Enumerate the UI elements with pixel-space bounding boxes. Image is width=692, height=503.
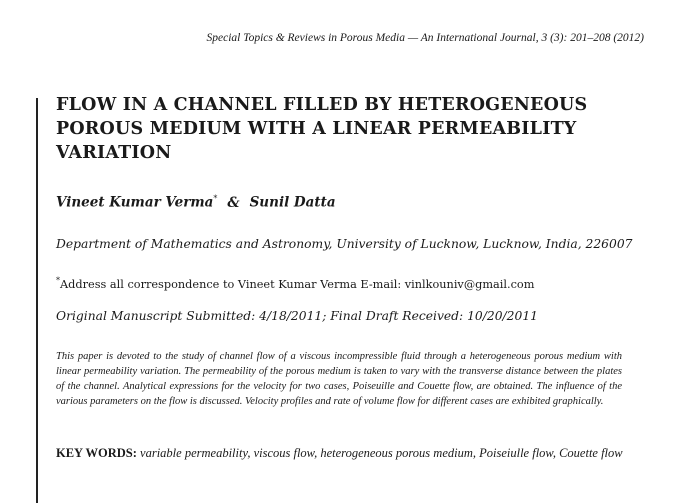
correspondence-mark: * bbox=[213, 194, 218, 203]
author-name: Sunil Datta bbox=[249, 194, 336, 211]
keywords-text: variable permeability, viscous flow, heterogeneous porous medium, Poiseiulle flow, Couette flow bbox=[140, 446, 623, 460]
author-name: Vineet Kumar Verma bbox=[56, 194, 214, 211]
paper-title: FLOW IN A CHANNEL FILLED BY HETEROGENEOUS POROUS MEDIUM WITH A LINEAR PERMEABILITY VARIATION bbox=[56, 95, 588, 163]
abstract: This paper is devoted to the study of channel flow of a viscous incompressible fluid through a heterogeneous porous medium with linear permeability variation. The permeability of the porous medium is taken to vary with the transverse distance between the plates of the channel. Analytical expressions for the velocity for two cases, Poiseuille and Couette flow, are obtained. The influence of the various parameters on the flow is discussed. Velocity profiles and rate of volume flow for different cases are exhibited graphically. bbox=[56, 351, 622, 407]
author-line bbox=[56, 194, 336, 211]
journal-citation: Special Topics & Reviews in Porous Media — An International Journal, 3 (3): 201–208 (2012) bbox=[206, 32, 644, 44]
correspondence-text: Address all correspondence to Vineet Kumar Verma E-mail: vinlkouniv@gmail.com bbox=[60, 277, 535, 291]
affiliation: Department of Mathematics and Astronomy, University of Lucknow, Lucknow, India, 226007 bbox=[56, 237, 633, 251]
keywords-label: KEY WORDS: bbox=[56, 446, 137, 460]
keywords bbox=[56, 446, 630, 461]
margin-rule bbox=[36, 98, 38, 503]
author-separator: & bbox=[227, 194, 240, 211]
correspondence-note bbox=[56, 276, 534, 291]
correspondence-mark: * bbox=[56, 276, 60, 285]
manuscript-dates: Original Manuscript Submitted: 4/18/2011; Final Draft Received: 10/20/2011 bbox=[56, 309, 538, 323]
